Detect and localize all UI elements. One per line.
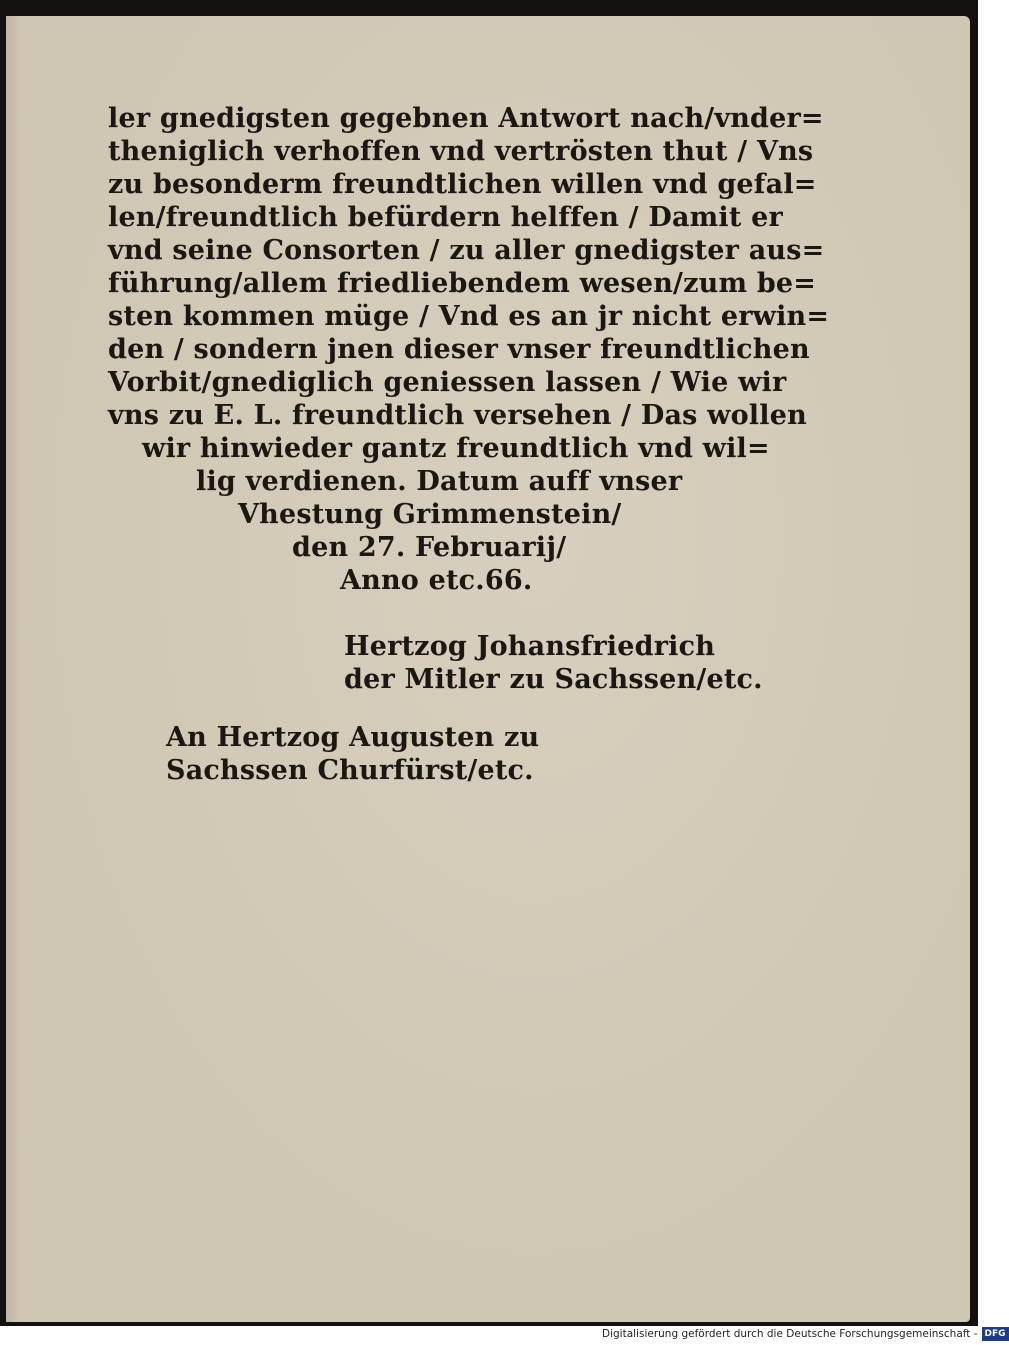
text-line: den / sondern jnen dieser vnser freundtlichen (108, 334, 810, 365)
text-line: zu besonderm freundtlichen willen vnd gefal= (108, 169, 817, 200)
addressee-name: An Hertzog Augusten zu (166, 722, 540, 753)
text-line: Vorbit/gnediglich geniessen lassen / Wie wir (108, 367, 787, 398)
text-line: führung/allem friedliebendem wesen/zum be= (108, 268, 817, 299)
text-line: vnd seine Consorten / zu aller gnedigster aus= (108, 235, 825, 266)
digitization-credit (602, 1325, 1009, 1343)
text-line: wir hinwieder gantz freundtlich vnd wil= (142, 433, 770, 464)
text-line: vns zu E. L. freundtlich versehen / Das wollen (108, 400, 807, 431)
credit-text: Digitalisierung gefördert durch die Deutsche Forschungsgemeinschaft - (602, 1328, 978, 1340)
text-line: sten kommen müge / Vnd es an jr nicht erwin= (108, 301, 830, 332)
text-line: Vhestung Grimmenstein/ (238, 499, 622, 530)
dfg-logo[interactable]: DFG (982, 1327, 1009, 1341)
signature-name: Hertzog Johansfriedrich (344, 631, 716, 662)
book-page (6, 16, 970, 1322)
text-line: Anno etc.66. (340, 565, 533, 596)
text-line: theniglich verhoffen vnd vertrösten thut / Vns (108, 136, 814, 167)
text-line: den 27. Februarij/ (292, 532, 567, 563)
text-line: ler gnedigsten gegebnen Antwort nach/vnder= (108, 103, 824, 134)
text-line: lig verdienen. Datum auff vnser (196, 466, 683, 497)
signature-title: der Mitler zu Sachssen/etc. (344, 664, 763, 695)
text-line: len/freundtlich befürdern helffen / Damit er (108, 202, 783, 233)
addressee-title: Sachssen Churfürst/etc. (166, 755, 534, 786)
